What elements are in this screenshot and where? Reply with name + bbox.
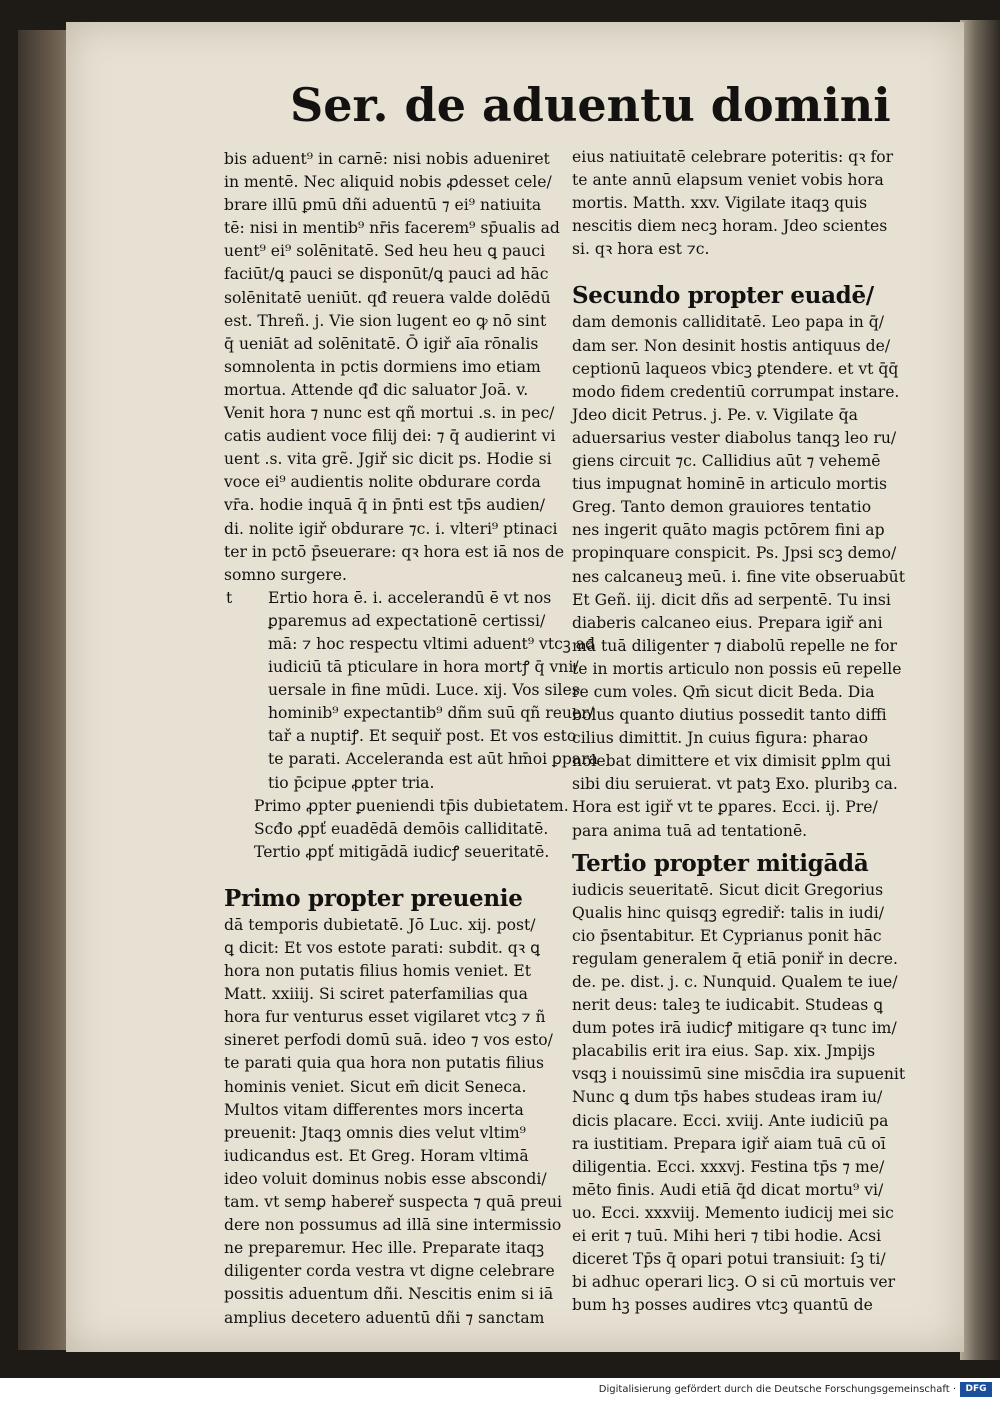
text-line: Primo ꝓpter ꝑueniendi tp̄is dubietatem. [254, 796, 569, 815]
text-line: te parati quia qua hora non putatis filius [224, 1054, 545, 1073]
text-line: ꝑparemus ad expectationē certissi/ [268, 611, 546, 630]
text-line: dum potes irā iudicꝭ mitigare qꝛ tunc im/ [572, 1019, 897, 1038]
dfg-logo: DFG [960, 1382, 992, 1397]
text-line: Jdeo dicit Petrus. j. Pe. v. Vigilate q̄a [572, 405, 858, 424]
text-line: Matt. xxiiij. Si sciret paterfamilias qua [224, 985, 528, 1004]
text-line: iudiciū tā pticulare in hora mortꝭ q̄ vni/ [268, 658, 579, 677]
text-line: eius natiuitatē celebrare poteritis: qꝛ for [572, 148, 894, 166]
running-head: Ser. de aduentu domini [290, 78, 891, 132]
text-line: Qualis hinc quisqꝫ egrediř: talis in iudi/ [572, 903, 885, 922]
text-line: dam demonis calliditatē. Leo papa in q̄/ [572, 313, 884, 332]
text-line: in mentē. Nec aliquid nobis ꝓdesset cele/ [224, 173, 552, 192]
text-line: Et Geñ. iij. dicit dñs ad serpentē. Tu insi [572, 590, 891, 609]
text-line: mortis. Matth. xxv. Vigilate itaqꝫ quis [572, 194, 868, 213]
book-edge-right [960, 20, 1000, 1360]
text-line: bolus quanto diutius possedit tanto diffi [572, 706, 887, 725]
text-line: catis audient voce filij dei: ⁊ q̄ audierint vi [224, 427, 556, 446]
left-paragraph-1 [224, 148, 564, 587]
text-line: tio p̄cipue ꝓpter tria. [268, 773, 435, 792]
section-heading-primo: Primo propter preuenie [224, 884, 523, 912]
right-paragraph-3 [572, 879, 910, 1318]
text-line: diaberis calcaneo eius. Prepara igiř ani [572, 613, 883, 632]
text-line: tius impugnat hominē in articulo mortis [572, 475, 888, 494]
text-line: Greg. Tanto demon grauiores tentatio [572, 498, 872, 517]
text-line: si. qꝛ hora est ⁊c. [572, 240, 710, 259]
text-line: somnolenta in pctis dormiens imo etiam [224, 357, 541, 376]
text-line: ter in pctō p̄seuerare: qꝛ hora est iā nos de [224, 542, 565, 561]
text-line: aduersarius vester diabolus tanqꝫ leo ru/ [572, 428, 897, 447]
text-line: hominis veniet. Sicut em̄ dicit Seneca. [224, 1077, 527, 1096]
text-line: vr̄a. hodie inquā q̄ in p̄nti est tp̄s audien/ [224, 496, 546, 515]
left-paragraph-2-opening [224, 587, 564, 610]
text-line: uent⁹ ei⁹ solēnitatē. Sed heu heu ꝗ pauci [224, 242, 546, 261]
text-line: regulam generalem q̄ etiā poniř in decre. [572, 949, 898, 968]
text-line: placabilis erit ira eius. Sap. xix. Jmpijs [572, 1042, 876, 1061]
text-line: faciūt/ꝗ pauci se disponūt/ꝗ pauci ad hāc [224, 265, 549, 284]
text-line: Tertio ꝓpť mitigādā iudicꝭ seueritatē. [254, 842, 550, 861]
text-line: bi adhuc operari licꝫ. O si cū mortuis ver [572, 1273, 896, 1292]
text-line: mā tuā diligenter ⁊ diabolū repelle ne for [572, 636, 897, 655]
text-line: uent .s. vita grẽ. Jgiř sic dicit ps. Hodie si [224, 450, 552, 469]
text-line: ra iustitiam. Prepara igiř aiam tuā cū oī [572, 1134, 886, 1153]
text-line: vsqꝫ i nouissimū sine misc̄dia ira supuenit [572, 1065, 906, 1084]
text-line: tē: nisi in mentib⁹ nr̄is facerem⁹ sp̄ualis ad [224, 219, 560, 238]
text-line: ideo voluit dominus nobis esse abscondi/ [224, 1169, 547, 1188]
margin-letter: t [226, 588, 233, 607]
right-paragraph-1 [572, 146, 910, 261]
text-line: nes ingerit quāto magis pctōrem fini ap [572, 521, 885, 540]
text-line: nescitis diem necꝫ horam. Jdeo scientes [572, 217, 888, 236]
text-line: Multos vitam differentes mors incerta [224, 1100, 524, 1119]
text-line: Scđo ꝓpť euadēdā demōis calliditatē. [254, 819, 549, 838]
text-line: para anima tuā ad tentationē. [572, 821, 808, 840]
text-line: cio p̄sentabitur. Et Cyprianus ponit hāc [572, 926, 882, 945]
text-line: voce ei⁹ audientis nolite obdurare corda [224, 473, 541, 492]
text-line: di. nolite igiř obdurare ⁊c. i. vlteri⁹ ptinaci [224, 519, 558, 538]
text-line: hora non putatis filius homis veniet. Et [224, 962, 532, 981]
text-line: te ante annū elapsum veniet vobis hora [572, 171, 884, 190]
text-line: uersale in fine mūdi. Luce. xij. Vos siles [268, 681, 580, 700]
text-line: de. pe. dist. j. c. Nunquid. Qualem te iue/ [572, 973, 898, 991]
left-column [224, 148, 598, 1330]
text-line: iudicandus est. Et Greg. Horam vltimā [224, 1146, 529, 1165]
text-line: nes calcaneuꝫ meū. i. fine vite obseruabūt [572, 567, 905, 586]
text-line: modo fidem credentiū corrumpat instare. [572, 382, 900, 401]
text-line: ꝗ dicit: Et vos estote parati: subdit. qꝛ ꝗ [224, 939, 541, 957]
text-line: sineret perfodi domū suā. ideo ⁊ vos esto/ [224, 1031, 553, 1050]
footer-credit: Digitalisierung gefördert durch die Deutsche Forschungsgemeinschaft · [598, 1384, 956, 1395]
text-line: bis aduent⁹ in carnē: nisi nobis adueniret [224, 150, 550, 168]
text-line: diceret Tp̄s q̄ opari potui transiuit: ſꝫ ti/ [572, 1250, 886, 1269]
text-line: tař a nuptiꝭ. Et sequiř post. Et vos esto [268, 727, 577, 746]
text-line: brare illū ꝑmū dñi aduentū ⁊ ei⁹ natiuita [224, 196, 542, 215]
text-line: mā: ⁊ hoc respectu vltimi aduent⁹ vtcꝫ ad [268, 634, 596, 653]
text-line: mēto finis. Audi etiā q̄d dicat mortu⁹ vi/ [572, 1180, 884, 1199]
text-line: preuenit: Jtaqꝫ omnis dies velut vltim⁹ [224, 1123, 526, 1142]
text-line: dicis placare. Ecci. xviij. Ante iudiciū pa [572, 1111, 889, 1130]
text-line: dā temporis dubietatē. Jō Luc. xij. post/ [224, 915, 536, 934]
text-line: Venit hora ⁊ nunc est qñ mortui .s. in pec/ [224, 404, 555, 423]
text-line: te in mortis articulo non possis eū repelle [572, 659, 902, 678]
text-line: Ertio hora ē. i. accelerandū ē vt nos [268, 588, 552, 607]
text-line: nerit deus: taleꝫ te iudicabit. Studeas ꝗ [572, 996, 883, 1015]
text-line: hominib⁹ expectantib⁹ dñm suū qñ reuer/ [268, 704, 594, 723]
right-paragraph-2 [572, 311, 910, 842]
text-line: sibi diu seruierat. vt patꝫ Exo. pluribꝫ ca. [572, 775, 898, 794]
text-line: q̄ ueniāt ad solēnitatē. Ō igiř aīa rōnalis [224, 334, 539, 353]
text-line: ceptionū laqueos vbicꝫ ꝑtendere. et vt q̄q̄ [572, 359, 899, 378]
text-line: re cum voles. Qm̄ sicut dicit Beda. Dia [572, 682, 875, 701]
text-line: ne preparemur. Hec ille. Preparate itaqꝫ [224, 1239, 545, 1258]
text-line: bum hꝫ posses audires vtcꝫ quantū de [572, 1296, 873, 1315]
text-line: cilius dimittit. Jn cuius figura: pharao [572, 729, 869, 748]
left-paragraph-2 [224, 610, 598, 795]
text-line: possitis aduentum dñi. Nescitis enim si iā [224, 1285, 554, 1304]
text-line: est. Threñ. j. Vie sion lugent eo ꝙ nō sint [224, 311, 547, 330]
text-line: uo. Ecci. xxxviij. Memento iudicij mei sic [572, 1203, 894, 1222]
text-line: Hora est igiř vt te ꝑpares. Ecci. ij. Pre/ [572, 798, 878, 817]
footer-bar [0, 1378, 1000, 1402]
text-line: ei erit ⁊ tuū. Mihi heri ⁊ tibi hodie. Acsi [572, 1227, 882, 1246]
left-paragraph-3 [224, 914, 564, 1330]
text-line: dam ser. Non desinit hostis antiquus de/ [572, 336, 891, 355]
text-line: amplius decetero aduentū dñi ⁊ sanctam [224, 1308, 545, 1327]
text-line: tam. vt semꝑ habereř suspecta ⁊ quā preui [224, 1193, 563, 1212]
text-line: iudicis seueritatē. Sicut dicit Gregorius [572, 880, 884, 899]
text-line: hora fur venturus esset vigilaret vtcꝫ ⁊ ñ [224, 1008, 546, 1027]
text-line: diligenter corda vestra vt digne celebrare [224, 1262, 555, 1281]
section-heading-secundo: Secundo propter euadē/ [572, 282, 874, 310]
text-line: solēnitatē ueniūt. qđ reuera valde dolēdū [224, 288, 551, 307]
text-line: giens circuit ⁊c. Callidius aūt ⁊ vehemē [572, 452, 881, 471]
text-line: dere non possumus ad illā sine intermissio [224, 1216, 562, 1235]
text-line: nolebat dimittere et vix dimisit ꝑplm qui [572, 752, 891, 771]
text-line: te parati. Acceleranda est aūt hm̄oi ꝑpara [268, 750, 598, 769]
text-line: propinquare conspicit. Ps. Jpsi scꝫ demo/ [572, 544, 897, 563]
text-line: Nunc ꝗ dum tp̄s habes studeas iram iu/ [572, 1088, 883, 1107]
text-line: mortua. Attende qđ dic saluator Joā. v. [224, 380, 529, 399]
left-list [224, 795, 569, 864]
text-line: somno surgere. [224, 565, 347, 584]
text-line: diligentia. Ecci. xxxvj. Festina tp̄s ⁊ me/ [572, 1157, 885, 1176]
right-column [572, 146, 910, 1317]
section-heading-tertio: Tertio propter mitigādā [572, 849, 869, 877]
